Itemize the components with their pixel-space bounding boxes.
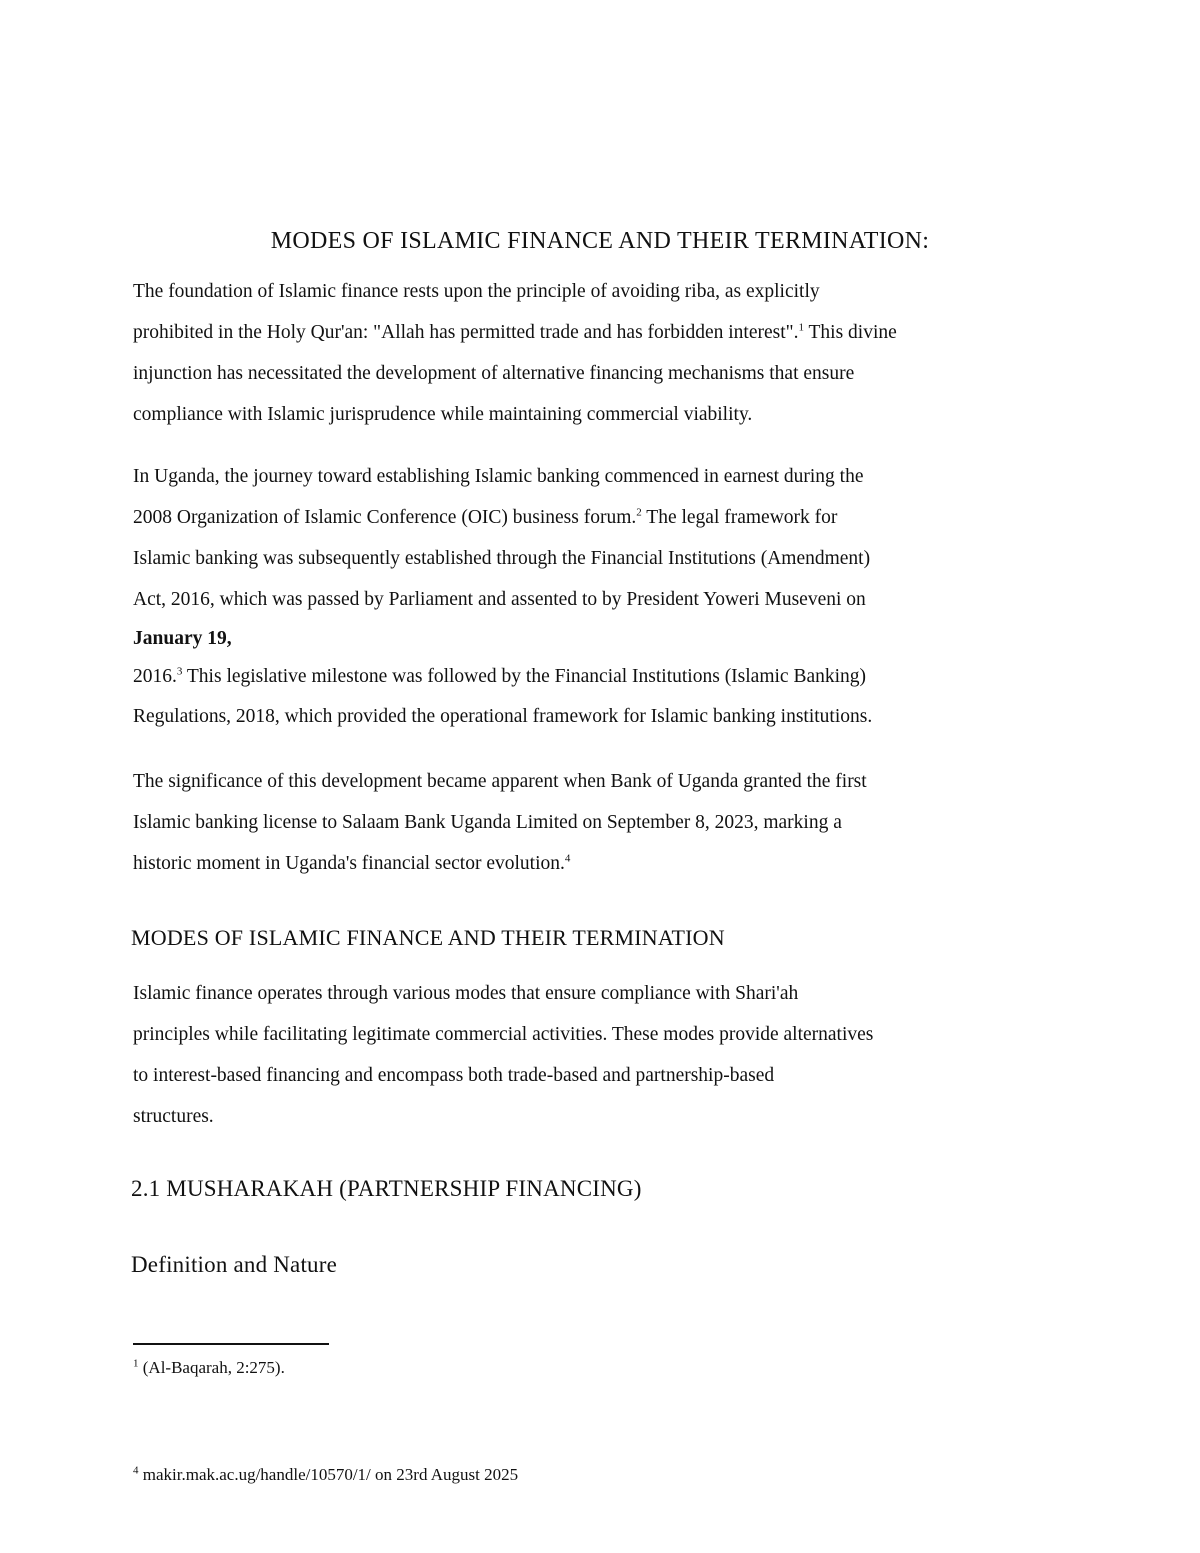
paragraph-modes-intro bbox=[133, 973, 1073, 1137]
footnote-text: (Al-Baqarah, 2:275). bbox=[142, 1358, 285, 1377]
line-text: historic moment in Uganda's financial sector evolution. bbox=[133, 853, 565, 874]
paragraph-line: In Uganda, the journey toward establishing Islamic banking commenced in earnest during the bbox=[133, 466, 864, 487]
paragraph-line: Regulations, 2018, which provided the operational framework for Islamic banking institutions. bbox=[133, 706, 873, 727]
footnote-link[interactable]: makir.mak.ac.ug/handle/10570/1/ on 23rd August 2025 bbox=[142, 1465, 519, 1484]
section-heading: MODES OF ISLAMIC FINANCE AND THEIR TERMINATION bbox=[131, 925, 725, 950]
paragraph-line: principles while facilitating legitimate commercial activities. These modes provide alternatives bbox=[133, 1024, 874, 1045]
page-title: MODES OF ISLAMIC FINANCE AND THEIR TERMINATION: bbox=[270, 228, 930, 254]
line-text: This divine bbox=[803, 322, 897, 343]
paragraph-line: January 19, bbox=[133, 628, 232, 649]
line-text: This legislative milestone was followed by the Financial Institutions (Islamic Banking) bbox=[182, 666, 867, 687]
paragraph-line: Islamic finance operates through various modes that ensure compliance with Shari'ah bbox=[133, 983, 799, 1004]
paragraph-line: The significance of this development became apparent when Bank of Uganda granted the first bbox=[133, 771, 867, 792]
footnote-ref[interactable]: 3 bbox=[176, 665, 183, 678]
footnote-ref[interactable]: 2 bbox=[636, 506, 642, 519]
footnote-mark: 1 bbox=[133, 1357, 139, 1370]
paragraph-line bbox=[133, 312, 1073, 353]
footnote-ref[interactable]: 4 bbox=[564, 852, 571, 865]
footnote-ref[interactable]: 1 bbox=[798, 321, 804, 334]
footnote-separator bbox=[133, 1343, 329, 1345]
paragraph-riba bbox=[133, 271, 1073, 435]
paragraph-line: to interest-based financing and encompass both trade-based and partnership-based bbox=[133, 1065, 775, 1086]
line-text: prohibited in the Holy Qur'an: "Allah has permitted trade and has forbidden interest". bbox=[133, 322, 799, 343]
footnote-mark: 4 bbox=[133, 1464, 139, 1477]
footnote-1 bbox=[133, 1358, 285, 1378]
line-text: The legal framework for bbox=[641, 507, 838, 528]
paragraph-line: Islamic banking was subsequently established through the Financial Institutions (Amendment) bbox=[133, 548, 871, 569]
subheading-musharakah: 2.1 MUSHARAKAH (PARTNERSHIP FINANCING) bbox=[131, 1176, 642, 1201]
line-text: 2008 Organization of Islamic Conference (OIC) business forum. bbox=[133, 507, 637, 528]
paragraph-line bbox=[133, 497, 1073, 538]
paragraph-line: Islamic banking license to Salaam Bank Uganda Limited on September 8, 2023, marking a bbox=[133, 812, 842, 833]
paragraph-salaam-bank bbox=[133, 761, 1073, 884]
paragraph-uganda-history bbox=[133, 456, 1073, 737]
paragraph-line: compliance with Islamic jurisprudence while maintaining commercial viability. bbox=[133, 404, 753, 425]
paragraph-line: Act, 2016, which was passed by Parliament and assented to by President Yoweri Museveni on bbox=[133, 589, 866, 610]
paragraph-line bbox=[133, 658, 1073, 696]
subheading-definition: Definition and Nature bbox=[131, 1252, 338, 1277]
paragraph-line: injunction has necessitated the development of alternative financing mechanisms that ensure bbox=[133, 363, 855, 384]
paragraph-line: structures. bbox=[133, 1106, 214, 1127]
paragraph-line bbox=[133, 843, 1073, 884]
footnote-4 bbox=[133, 1465, 518, 1485]
line-text: 2016. bbox=[133, 666, 177, 687]
paragraph-line: The foundation of Islamic finance rests upon the principle of avoiding riba, as explicitly bbox=[133, 281, 820, 302]
